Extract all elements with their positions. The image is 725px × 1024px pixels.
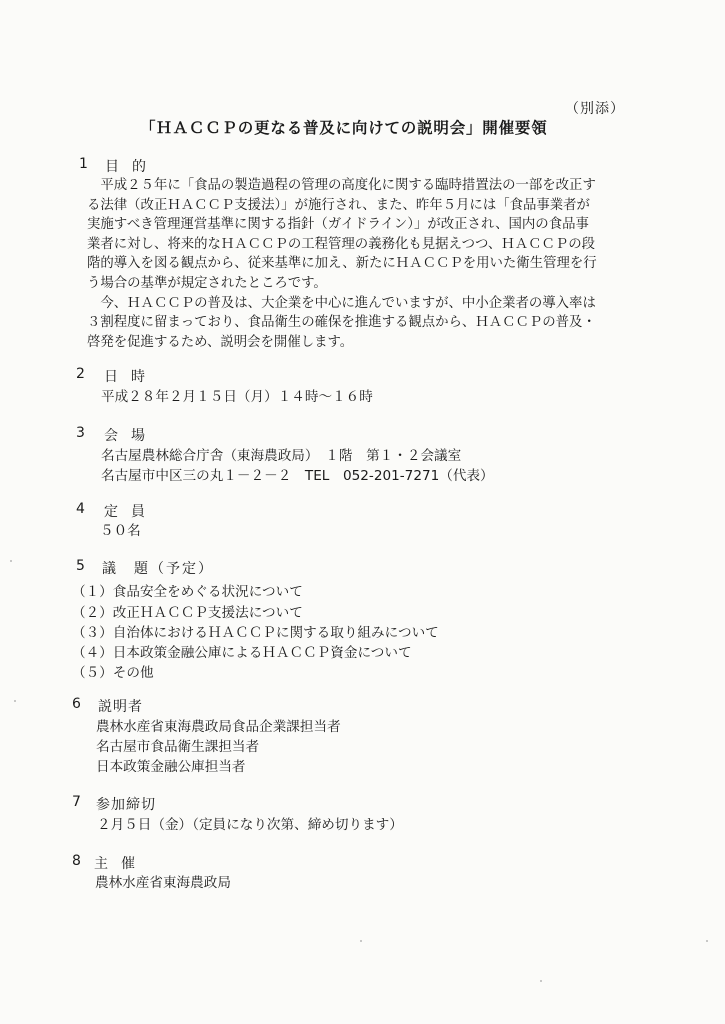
presenter-item: 農林水産省東海農政局食品企業課担当者 — [96, 719, 341, 735]
section-number: 1 — [79, 156, 88, 172]
paragraph-line: 階的導入を図る観点から、従来基準に加え、新たにＨＡＣＣＰを用いた衛生管理を行 — [87, 256, 597, 272]
annex-label: （別添） — [565, 101, 625, 117]
section-number: 4 — [76, 501, 85, 517]
section-label: 議 題（予定） — [102, 561, 214, 577]
scan-speck — [360, 940, 362, 942]
paragraph-line: う場合の基準が規定されたところです。 — [87, 275, 327, 291]
page-title: 「ＨＡＣＣＰの更なる普及に向けての説明会」開催要領 — [140, 119, 548, 137]
agenda-item: （４）日本政策金融公庫によるＨＡＣＣＰ資金について — [72, 645, 412, 661]
paragraph-line: 今、ＨＡＣＣＰの普及は、大企業を中心に進んでいますが、中小企業者の導入率は — [87, 295, 596, 311]
paragraph-line: 実施すべき管理運営基準に関する指針（ガイドライン）」が改正され、国内の食品事 — [87, 217, 589, 233]
section-number: 7 — [72, 794, 81, 810]
scan-speck — [706, 940, 708, 942]
section-label: 定員 — [104, 504, 158, 520]
host-value: 農林水産省東海農政局 — [95, 875, 231, 891]
paragraph-line: 平成２５年に「食品の製造過程の管理の高度化に関する臨時措置法の一部を改正す — [87, 178, 596, 193]
agenda-item: （５）その他 — [72, 665, 154, 681]
scan-speck — [540, 980, 542, 982]
section-number: 2 — [76, 366, 85, 382]
venue-name: 名古屋農林総合庁舎（東海農政局） １階 第１・２会議室 — [101, 448, 462, 464]
presenter-item: 名古屋市食品衛生課担当者 — [96, 739, 260, 755]
presenter-item: 日本政策金融公庫担当者 — [96, 759, 246, 775]
section-number: 8 — [72, 853, 81, 869]
scan-speck — [10, 560, 12, 562]
paragraph-line: ３割程度に留まっており、食品衛生の確保を推進する観点から、ＨＡＣＣＰの普及・ — [87, 315, 596, 331]
section-number: 6 — [72, 696, 81, 712]
section-number: 5 — [76, 558, 85, 574]
paragraph-line: 啓発を促進するため、説明会を開催します。 — [87, 334, 354, 350]
agenda-item: （１）食品安全をめぐる状況について — [72, 584, 303, 600]
agenda-item: （３）自治体におけるＨＡＣＣＰに関する取り組みについて — [72, 625, 439, 641]
scan-speck — [14, 700, 16, 702]
section-label: 主催 — [94, 856, 148, 872]
section-number: 3 — [76, 425, 85, 441]
section-label: 目的 — [105, 159, 159, 175]
section-label: 日時 — [104, 369, 158, 385]
event-date: 平成２８年２月１５日（月）１４時～１６時 — [101, 389, 373, 405]
capacity-value: ５０名 — [100, 523, 141, 539]
venue-address: 名古屋市中区三の丸１－２－２ TEL 052-201-7271（代表） — [101, 468, 494, 484]
section-label: 会場 — [104, 428, 158, 444]
section-label: 説明者 — [98, 699, 143, 715]
paragraph-line: る法律（改正ＨＡＣＣＰ支援法）」が施行され、また、昨年５月には「食品事業者が — [87, 197, 590, 213]
deadline-value: ２月５日（金）（定員になり次第、締め切ります） — [97, 817, 403, 833]
agenda-item: （２）改正ＨＡＣＣＰ支援法について — [72, 605, 303, 621]
purpose-paragraph — [87, 176, 712, 352]
section-label: 参加締切 — [96, 797, 156, 813]
paragraph-line: 業者に対し、将来的なＨＡＣＣＰの工程管理の義務化も見据えつつ、ＨＡＣＣＰの段 — [87, 236, 596, 252]
